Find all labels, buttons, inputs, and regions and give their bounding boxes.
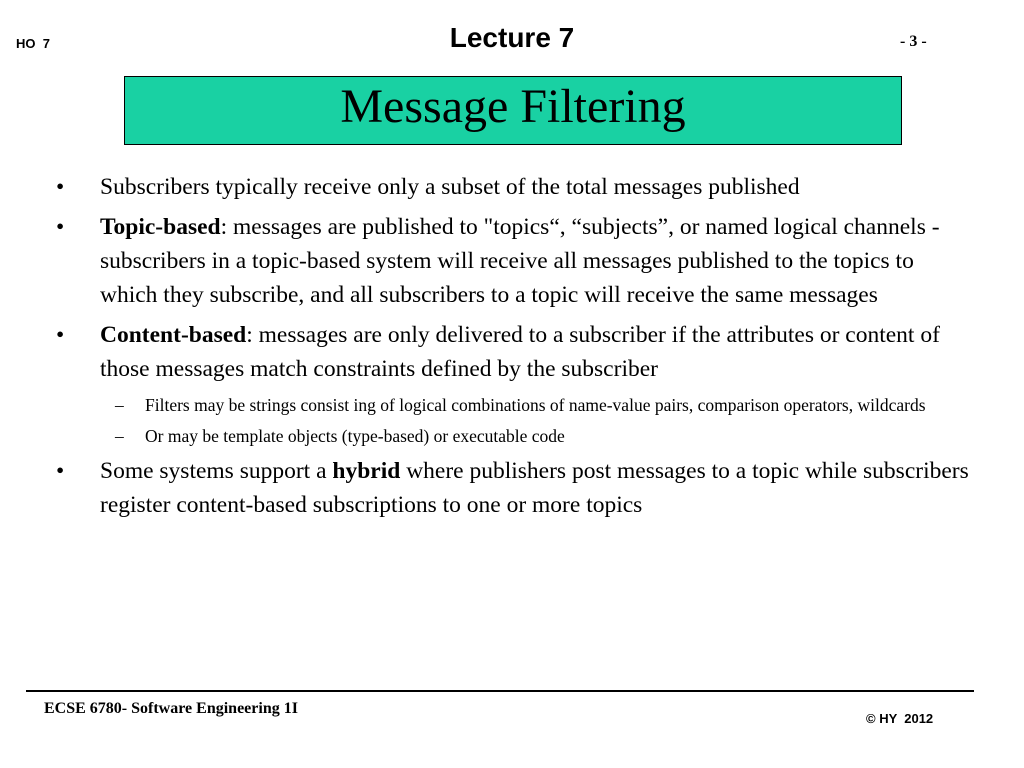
bullet-term: Topic-based [100,214,221,240]
bullet-item [56,170,976,204]
bullet-list [56,170,976,528]
bullet-item [56,210,976,312]
bullet-item [56,318,976,386]
dash-marker: – [115,395,124,415]
bullet-term: hybrid [332,458,401,484]
bullet-marker: • [56,214,65,240]
copyright-footer: © HY 2012 [866,711,934,726]
bullet-item [56,454,976,522]
sub-bullet-text: Or may be template objects (type-based) or executable code [145,426,565,446]
bullet-text: Some systems support a [100,458,333,484]
bullet-term: Content-based [100,322,247,348]
page-number: - 3 - [900,33,927,50]
handout-label: HO 7 [16,36,50,51]
sub-bullet-item [56,423,976,450]
bullet-text: : messages are only delivered to a subscriber if the attributes or content of those messages match constraints defined by the subscriber [100,322,940,382]
dash-marker: – [115,426,124,446]
sub-bullet-item [56,392,976,419]
course-footer: ECSE 6780- Software Engineering 1I [44,700,298,717]
bullet-marker: • [56,322,65,348]
title-banner [124,76,902,145]
bullet-text: : messages are published to "topics“, “subjects”, or named logical channels - subscribers in a topic-based system will receive all messages published to the topics to which they subscribe, and all subscribers to a topic will receive the same messages [100,214,940,308]
bullet-marker: • [56,458,65,484]
bullet-text: Subscribers typically receive only a subset of the total messages published [100,174,800,200]
sub-bullet-text: Filters may be strings consist ing of logical combinations of name-value pairs, comparison operators, wildcards [145,395,926,415]
lecture-label: Lecture 7 [449,22,575,53]
bullet-marker: • [56,174,65,200]
slide-title: Message Filtering [340,79,686,133]
footer-divider [26,690,974,692]
bullet-text: where publishers post messages to a topic while subscribers register content-based subscriptions to one or more topics [100,458,969,518]
